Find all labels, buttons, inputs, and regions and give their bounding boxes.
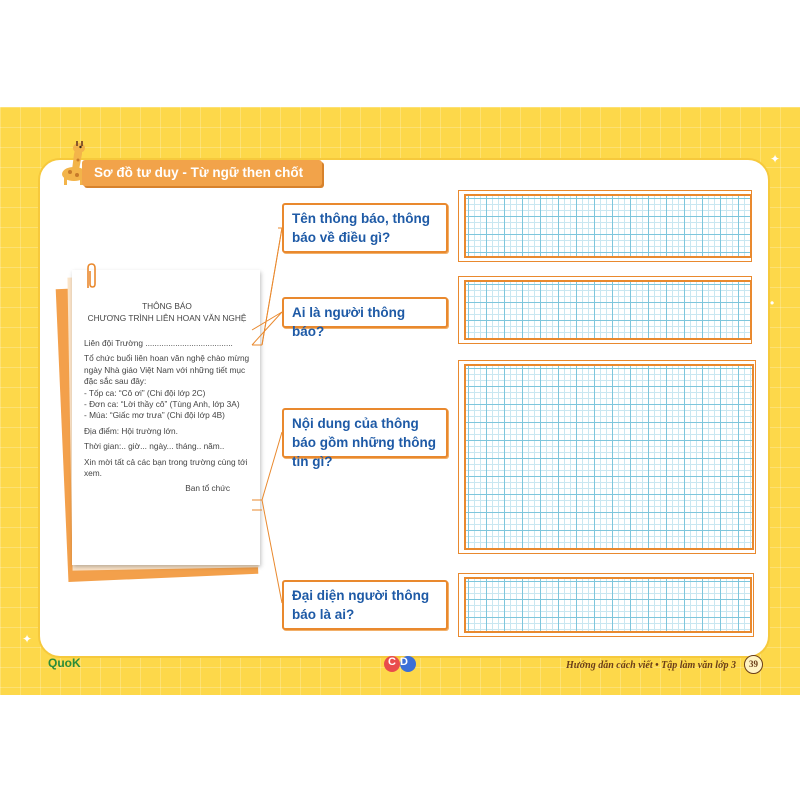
notice-line: Thời gian:.. giờ... ngày... tháng.. năm.. — [84, 441, 225, 452]
notice-line: - Múa: “Giấc mơ trưa” (Chi đội lớp 4B) — [84, 410, 225, 421]
writing-grid[interactable] — [464, 280, 752, 340]
question-box: Nội dung của thông báo gồm những thông tin gì? — [282, 408, 448, 458]
notice-signature: Ban tổ chức — [185, 483, 230, 494]
sparkle-icon: • — [770, 296, 775, 310]
notice-line: Xin mời tất cả các bạn trong trường cùng tới xem. — [84, 456, 248, 479]
publisher-logo — [48, 656, 81, 670]
notice-line: - Tốp ca: “Cô ơi” (Chi đội lớp 2C) — [84, 387, 206, 398]
notice-line: Tổ chức buổi liên hoan văn nghệ chào mừng ngày Nhà giáo Việt Nam với những tiết mục đặc sắc sau đây: — [84, 353, 250, 387]
question-box: Tên thông báo, thông báo về điều gì? — [282, 203, 448, 253]
paperclip-icon — [84, 262, 98, 292]
notice-line: Liên đội Trường ...................................... — [84, 338, 233, 348]
question-box: Đại diện người thông báo là ai? — [282, 580, 448, 630]
notice-sheet — [72, 270, 260, 565]
sparkle-icon: ✦ — [22, 632, 33, 646]
notice-line: Địa điểm: Hội trường lớn. — [84, 425, 178, 436]
writing-grid[interactable] — [464, 364, 754, 550]
question-box: Ai là người thông báo? — [282, 297, 448, 328]
publisher-logo-text: QuoK — [48, 656, 81, 670]
writing-grid[interactable] — [464, 577, 752, 633]
notice-subheading: CHƯƠNG TRÌNH LIÊN HOAN VĂN NGHỆ — [87, 313, 247, 323]
writing-grid[interactable] — [464, 194, 752, 258]
notice-heading: THÔNG BÁO — [142, 301, 192, 311]
sparkle-icon: ✦ — [770, 152, 781, 166]
page-number: 39 — [744, 655, 763, 674]
section-title: Sơ đồ tư duy - Từ ngữ then chốt — [82, 160, 322, 186]
cd-badge-label: CD — [388, 656, 412, 668]
book-title: Hướng dẫn cách viết • Tập làm văn lớp 3 — [566, 660, 736, 671]
notice-line: - Đơn ca: “Lời thầy cô” (Tùng Anh, lớp 3A) — [84, 399, 240, 410]
